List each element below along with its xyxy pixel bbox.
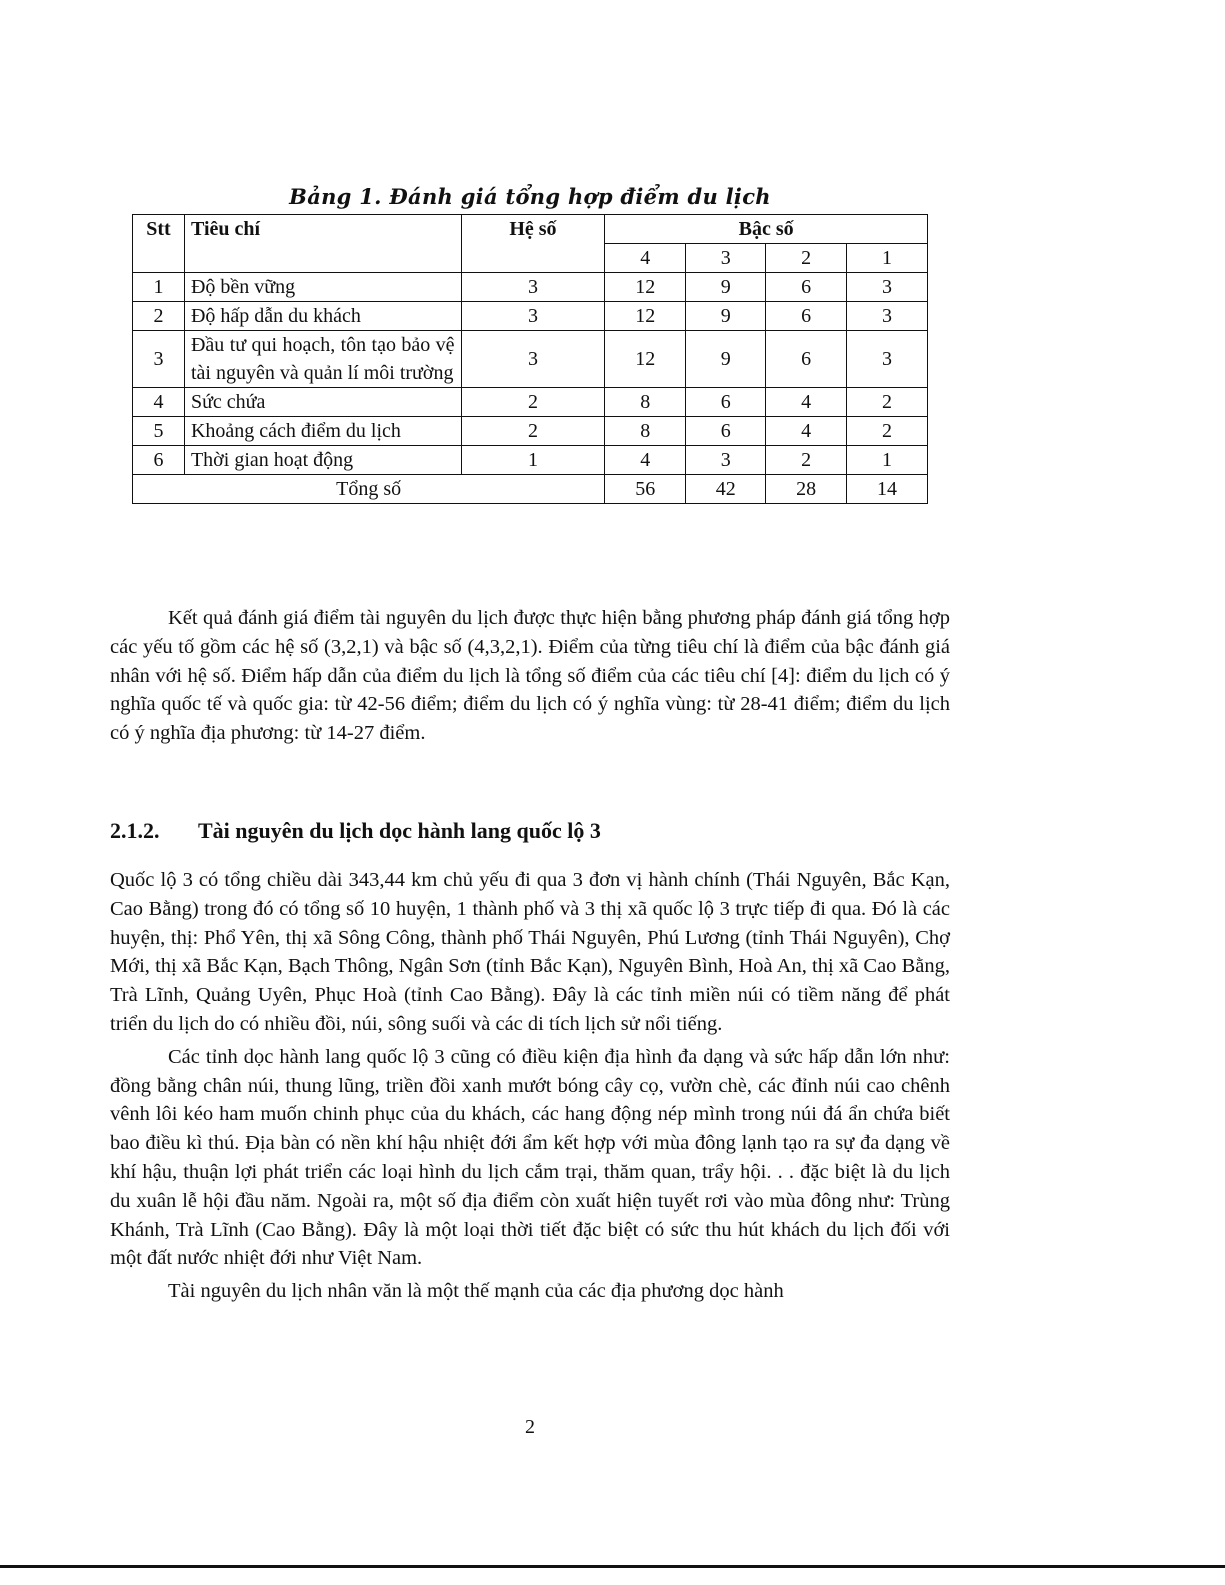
row-criteria: Đầu tư qui hoạch, tôn tạo bảo vệ tài nguyên và quản lí môi trường xyxy=(184,331,461,388)
row-score: 6 xyxy=(686,388,766,417)
total-score: 14 xyxy=(847,475,928,504)
row-score: 6 xyxy=(686,417,766,446)
row-score: 3 xyxy=(847,331,928,388)
row-score: 2 xyxy=(766,446,847,475)
header-level: Bậc số xyxy=(605,215,928,244)
row-criteria: Sức chứa xyxy=(184,388,461,417)
total-label: Tổng số xyxy=(133,475,605,504)
table-row xyxy=(133,273,928,302)
row-stt: 4 xyxy=(133,388,185,417)
header-coefficient: Hệ số xyxy=(461,215,605,273)
total-score: 28 xyxy=(766,475,847,504)
row-score: 6 xyxy=(766,273,847,302)
row-coefficient: 3 xyxy=(461,331,605,388)
header-level-2: 2 xyxy=(766,244,847,273)
row-score: 2 xyxy=(847,417,928,446)
header-level-4: 4 xyxy=(605,244,686,273)
page-number: 2 xyxy=(525,1416,535,1438)
section-title: Tài nguyên du lịch dọc hành lang quốc lộ 3 xyxy=(198,818,601,843)
section-heading xyxy=(110,818,601,844)
row-score: 9 xyxy=(686,302,766,331)
section-number: 2.1.2. xyxy=(110,818,160,843)
header-level-3: 3 xyxy=(686,244,766,273)
row-coefficient: 2 xyxy=(461,417,605,446)
paragraph-terrain: Các tỉnh dọc hành lang quốc lộ 3 cũng có điều kiện địa hình đa dạng và sức hấp dẫn lớn như: đồng bằng chân núi, thung lũng, triền đồi xanh mướt bóng cây cọ, vườn chè, các đỉnh núi cao chênh vênh lôi kéo ham muốn chinh phục của du khách, các hang động nép mình trong núi đá ẩn chứa biết bao điều kì thú. Địa bàn có nền khí hậu nhiệt đới ẩm kết hợp với mùa đông lạnh tạo ra sự đa dạng về khí hậu, thuận lợi phát triển các loại hình du lịch cắm trại, thăm quan, trẩy hội. . . đặc biệt là du lịch du xuân lễ hội đầu năm. Ngoài ra, một số địa điểm còn xuất hiện tuyết rơi vào mùa đông như: Trùng Khánh, Trà Lĩnh (Cao Bằng). Đây là một loại thời tiết đặc biệt có sức thu hút khách du lịch đối với một đất nước nhiệt đới như Việt Nam. xyxy=(110,1045,950,1270)
evaluation-paragraph-block xyxy=(110,604,950,748)
row-score: 6 xyxy=(766,331,847,388)
row-coefficient: 1 xyxy=(461,446,605,475)
table-caption: Bảng 1. Đánh giá tổng hợp điểm du lịch xyxy=(289,184,771,209)
row-score: 6 xyxy=(766,302,847,331)
row-score: 3 xyxy=(847,302,928,331)
header-stt: Stt xyxy=(133,215,185,273)
header-level-1: 1 xyxy=(847,244,928,273)
section-body xyxy=(110,866,950,1306)
row-stt: 3 xyxy=(133,331,185,388)
row-criteria: Thời gian hoạt động xyxy=(184,446,461,475)
row-score: 8 xyxy=(605,388,686,417)
row-score: 4 xyxy=(605,446,686,475)
row-score: 12 xyxy=(605,331,686,388)
row-score: 9 xyxy=(686,273,766,302)
row-score: 12 xyxy=(605,273,686,302)
row-score: 9 xyxy=(686,331,766,388)
table-row xyxy=(133,388,928,417)
row-coefficient: 3 xyxy=(461,302,605,331)
row-score: 4 xyxy=(766,388,847,417)
row-stt: 6 xyxy=(133,446,185,475)
table-row xyxy=(133,417,928,446)
row-score: 3 xyxy=(847,273,928,302)
row-criteria: Độ hấp dẫn du khách xyxy=(184,302,461,331)
row-score: 1 xyxy=(847,446,928,475)
row-coefficient: 2 xyxy=(461,388,605,417)
table-total-row xyxy=(133,475,928,504)
row-criteria: Độ bền vững xyxy=(184,273,461,302)
table-row xyxy=(133,331,928,388)
row-score: 3 xyxy=(686,446,766,475)
paragraph-cultural-resources: Tài nguyên du lịch nhân văn là một thế mạnh của các địa phương dọc hành xyxy=(168,1280,784,1303)
row-score: 12 xyxy=(605,302,686,331)
paragraph-evaluation: Kết quả đánh giá điểm tài nguyên du lịch được thực hiện bằng phương pháp đánh giá tổng hợp các yếu tố gồm các hệ số (3,2,1) và bậc số (4,3,2,1). Điểm của từng tiêu chí là điểm của bậc đánh giá nhân với hệ số. Điểm hấp dẫn của điểm du lịch là tổng số điểm của các tiêu chí [4]: điểm du lịch có ý nghĩa quốc tế và quốc gia: từ 42-56 điểm; điểm du lịch có ý nghĩa vùng: từ 28-41 điểm; điểm du lịch có ý nghĩa địa phương: từ 14-27 điểm. xyxy=(110,607,950,745)
header-criteria: Tiêu chí xyxy=(184,215,461,273)
paragraph-route-overview: Quốc lộ 3 có tổng chiều dài 343,44 km chủ yếu đi qua 3 đơn vị hành chính (Thái Nguyên, Bắc Kạn, Cao Bằng) trong đó có tổng số 10 huyện, 1 thành phố và 3 thị xã quốc lộ 3 trực tiếp đi qua. Đó là các huyện, thị: Phổ Yên, thị xã Sông Công, thành phố Thái Nguyên, Phú Lương (tỉnh Thái Nguyên), Chợ Mới, thị xã Bắc Kạn, Bạch Thông, Ngân Sơn (tỉnh Bắc Kạn), Nguyên Bình, Hoà An, thị xã Cao Bằng, Trà Lĩnh, Quảng Uyên, Phục Hoà (tỉnh Cao Bằng). Đây là các tỉnh miền núi có tiềm năng để phát triển du lịch do có nhiều đồi, núi, sông suối và các di tích lịch sử nổi tiếng. xyxy=(110,869,950,1035)
row-stt: 2 xyxy=(133,302,185,331)
total-score: 42 xyxy=(686,475,766,504)
row-stt: 1 xyxy=(133,273,185,302)
table-header-row xyxy=(133,215,928,244)
table-row xyxy=(133,446,928,475)
total-score: 56 xyxy=(605,475,686,504)
page-bottom-rule xyxy=(0,1565,1225,1568)
row-score: 8 xyxy=(605,417,686,446)
row-coefficient: 3 xyxy=(461,273,605,302)
row-score: 4 xyxy=(766,417,847,446)
row-stt: 5 xyxy=(133,417,185,446)
row-score: 2 xyxy=(847,388,928,417)
score-table xyxy=(132,214,928,504)
row-criteria: Khoảng cách điểm du lịch xyxy=(184,417,461,446)
table-row xyxy=(133,302,928,331)
